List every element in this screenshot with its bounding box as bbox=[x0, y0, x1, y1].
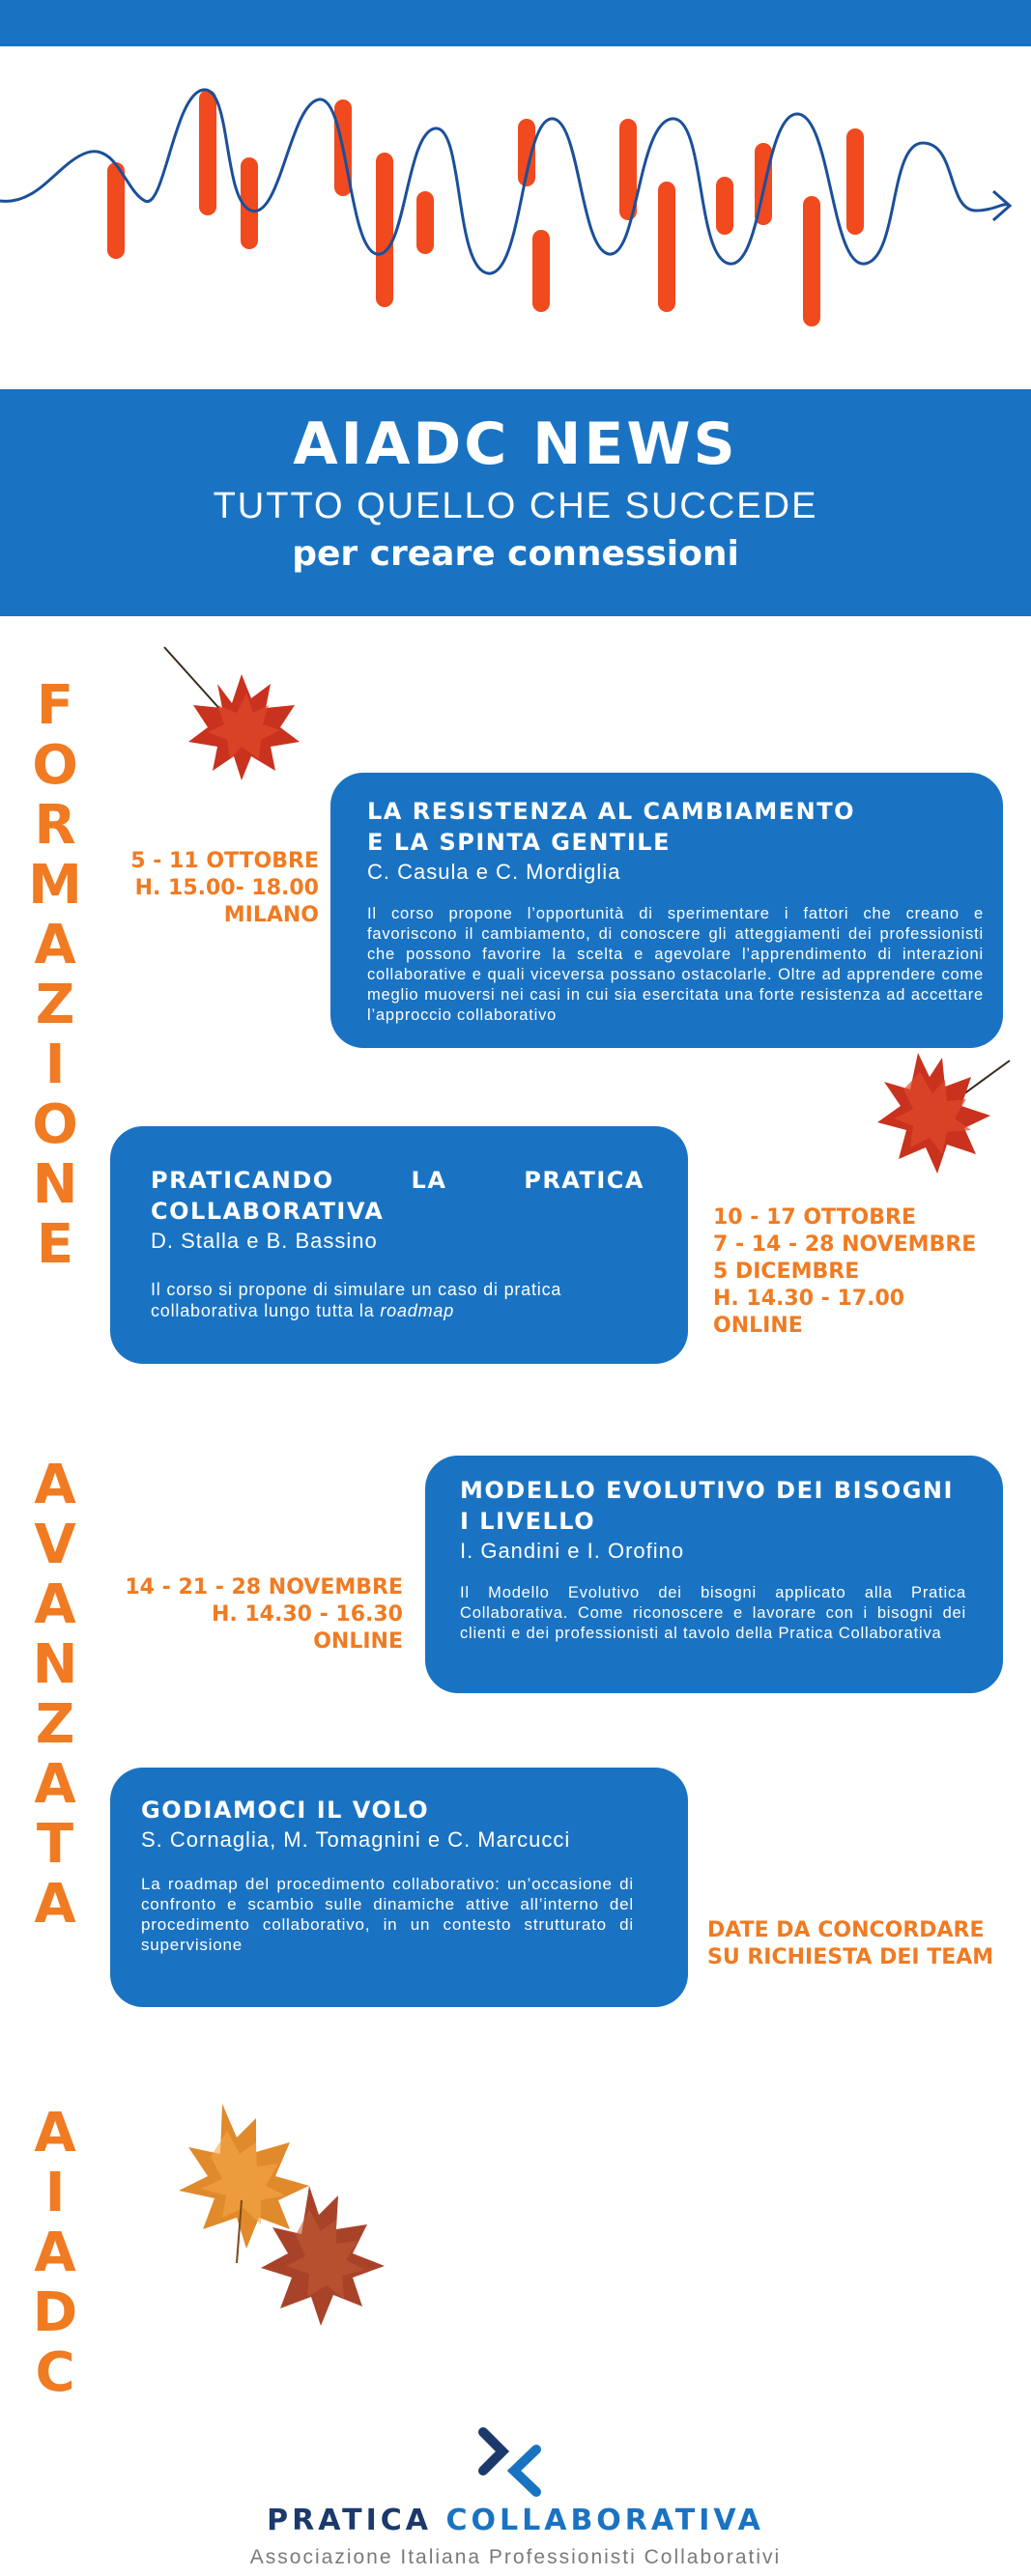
news-banner bbox=[0, 389, 1031, 616]
red-bar bbox=[107, 162, 125, 259]
news-subtitle: TUTTO QUELLO CHE SUCCEDE bbox=[213, 486, 818, 526]
red-bar bbox=[376, 153, 393, 307]
course-date: SU RICHIESTA DEI TEAM bbox=[707, 1945, 994, 1969]
course-date-block bbox=[707, 1917, 1007, 1971]
vertical-letter: C bbox=[35, 2341, 75, 2404]
vertical-letter: A bbox=[34, 1753, 76, 1816]
vertical-letter: F bbox=[36, 674, 74, 737]
course-card-modello-evolutivo[interactable] bbox=[425, 1456, 1003, 1693]
vertical-letter: E bbox=[36, 1213, 74, 1276]
course-title: PRATICANDO LA PRATICA bbox=[151, 1167, 644, 1194]
vertical-title-aiadc bbox=[21, 2104, 89, 2403]
logo-word-collaborativa: COLLABORATIVA bbox=[445, 2504, 764, 2537]
course-title: I LIVELLO bbox=[460, 1508, 596, 1535]
vertical-title-avanzata bbox=[21, 1456, 89, 1935]
pratica-collaborativa-logo-icon bbox=[473, 2422, 551, 2498]
autumn-leaves-icon bbox=[164, 2094, 396, 2335]
course-location: MILANO bbox=[223, 903, 319, 927]
vertical-letter: T bbox=[36, 1813, 74, 1876]
course-title: LA RESISTENZA AL CAMBIAMENTO bbox=[367, 798, 856, 825]
vertical-letter: N bbox=[32, 1633, 78, 1696]
news-tagline: per creare connessioni bbox=[292, 534, 739, 574]
header-wave-illustration bbox=[0, 46, 1031, 389]
vertical-letter: Z bbox=[35, 1693, 75, 1756]
red-bar bbox=[416, 191, 434, 254]
course-date-block bbox=[116, 848, 319, 929]
vertical-letter: N bbox=[32, 1153, 78, 1216]
course-description: Il Modello Evolutivo dei bisogni applicato alla Pratica Collaborativa. Come riconoscere e lavorare con i bisogni dei clienti e dei professionisti al tavolo della Pratica Collaborativa bbox=[460, 1584, 966, 1642]
logo-wordmark bbox=[0, 2504, 1031, 2537]
vertical-letter: A bbox=[34, 1573, 76, 1636]
red-bar bbox=[846, 128, 864, 235]
course-date: 5 DICEMBRE bbox=[713, 1260, 860, 1284]
vertical-letter: A bbox=[34, 914, 76, 977]
course-authors: C. Casula e C. Mordiglia bbox=[367, 860, 621, 884]
course-description: La roadmap del procedimento collaborativo: un’occasione di confronto e scambio sulle dinamiche attive all’interno del procedimento collaborativo, in un contesto strutturato di supervisione bbox=[141, 1875, 634, 1954]
vertical-title-formazione bbox=[21, 676, 89, 1275]
course-description: Il corso propone l’opportunità di sperimentare i fattori che creano e favoriscono il cambiamento, di conoscere gli atteggiamenti dei professionisti che possono favorire la scelta e agevolare l’apprendimento di interazioni collaborative e quali viceversa possano ostacolarle. Oltre ad apprendere come meglio muoversi nei casi in cui sia esercitata una forte resistenza ad accettare l’approccio collaborativo bbox=[367, 905, 984, 1024]
red-bar bbox=[199, 90, 216, 215]
red-bar bbox=[532, 230, 550, 312]
vertical-letter: D bbox=[32, 2281, 78, 2344]
course-date: 7 - 14 - 28 NOVEMBRE bbox=[713, 1232, 977, 1257]
course-date-block bbox=[101, 1574, 403, 1656]
red-bar bbox=[803, 196, 820, 326]
vertical-letter: I bbox=[44, 2162, 66, 2224]
logo-word-pratica: PRATICA bbox=[267, 2504, 433, 2537]
course-description: Il corso si propone di simulare un caso di pratica collaborativa lungo tutta la roadmap bbox=[151, 1280, 562, 1320]
vertical-letter: I bbox=[44, 1033, 66, 1096]
vertical-letter: V bbox=[34, 1514, 76, 1576]
course-card-godiamoci-il-volo[interactable] bbox=[110, 1768, 688, 2007]
news-title: AIADC NEWS bbox=[293, 410, 738, 478]
top-bar bbox=[0, 0, 1031, 46]
course-date: DATE DA CONCORDARE bbox=[707, 1918, 985, 1942]
vertical-letter: M bbox=[28, 854, 82, 917]
course-title: COLLABORATIVA bbox=[151, 1198, 385, 1225]
course-date: 14 - 21 - 28 NOVEMBRE bbox=[125, 1575, 403, 1599]
red-bar bbox=[658, 182, 675, 312]
vertical-letter: A bbox=[34, 1873, 76, 1936]
vertical-letter: O bbox=[32, 1093, 78, 1156]
red-bars bbox=[107, 90, 864, 326]
vertical-letter: A bbox=[34, 2222, 76, 2284]
course-card-resistenza[interactable] bbox=[330, 773, 1003, 1048]
course-time: H. 14.30 - 16.30 bbox=[211, 1602, 403, 1627]
vertical-letter: A bbox=[34, 2102, 76, 2165]
course-time: H. 15.00- 18.00 bbox=[134, 876, 319, 900]
course-authors: D. Stalla e B. Bassino bbox=[151, 1229, 378, 1253]
vertical-letter: Z bbox=[35, 974, 75, 1036]
course-date: 5 - 11 OTTOBRE bbox=[130, 849, 319, 873]
course-title: MODELLO EVOLUTIVO DEI BISOGNI bbox=[460, 1477, 954, 1504]
course-date-block bbox=[713, 1204, 1003, 1340]
course-time: H. 14.30 - 17.00 bbox=[713, 1287, 905, 1311]
course-authors: S. Cornaglia, M. Tomagnini e C. Marcucci bbox=[141, 1827, 571, 1852]
course-title: GODIAMOCI IL VOLO bbox=[141, 1797, 430, 1824]
maple-leaf-icon bbox=[145, 645, 309, 790]
vertical-letter: R bbox=[34, 794, 76, 857]
course-title: E LA SPINTA GENTILE bbox=[367, 829, 671, 856]
red-bar bbox=[716, 177, 733, 235]
association-name: Associazione Italiana Professionisti Collaborativi bbox=[249, 2546, 782, 2568]
course-authors: I. Gandini e I. Orofino bbox=[460, 1539, 685, 1563]
vertical-letter: A bbox=[34, 1454, 76, 1516]
maple-leaf-icon bbox=[850, 1033, 1015, 1188]
course-card-praticando[interactable] bbox=[110, 1126, 688, 1364]
course-location: ONLINE bbox=[713, 1314, 803, 1338]
course-date: 10 - 17 OTTOBRE bbox=[713, 1205, 916, 1230]
course-location: ONLINE bbox=[313, 1629, 403, 1654]
vertical-letter: O bbox=[32, 734, 78, 797]
